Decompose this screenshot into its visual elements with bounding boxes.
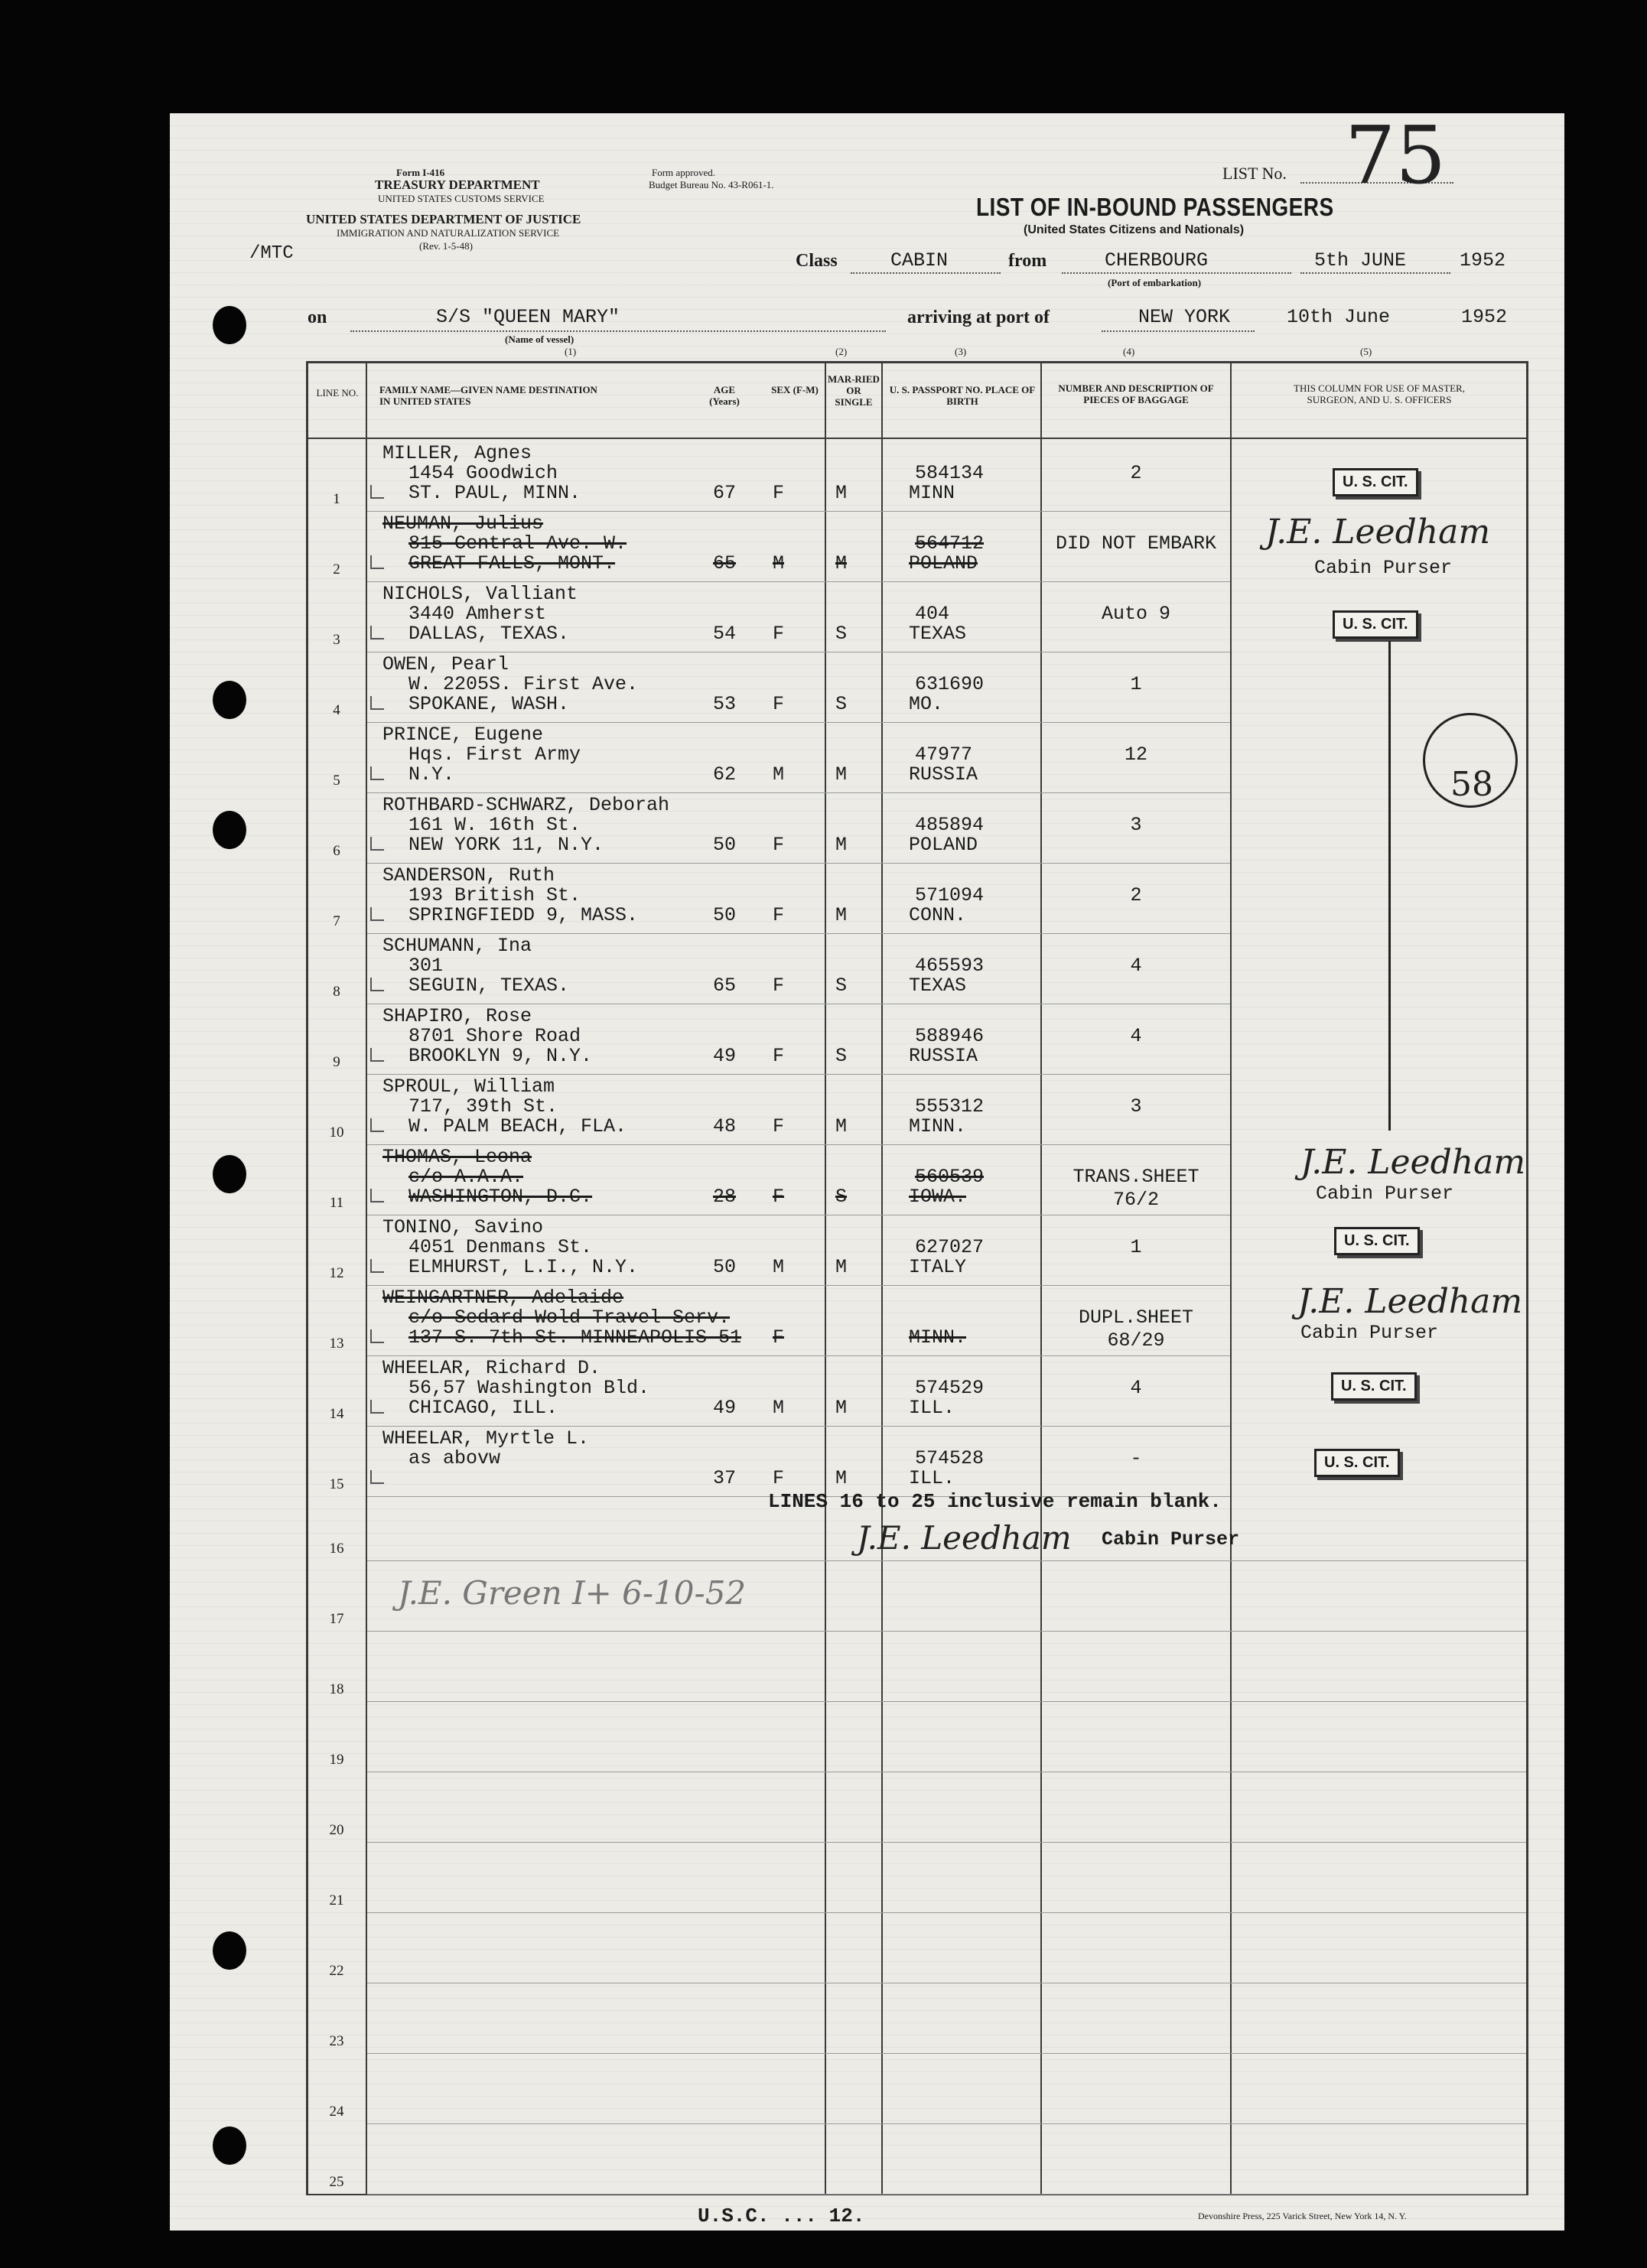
- row-separator: [367, 1631, 1526, 1632]
- line-number: 21: [329, 1892, 344, 1908]
- baggage-count: 4: [1130, 1377, 1142, 1399]
- row-separator: [367, 1560, 1526, 1561]
- passenger-address: 1454 Goodwich: [408, 462, 558, 484]
- baggage-count: 2: [1130, 462, 1142, 484]
- passenger-marital-status: S: [835, 693, 848, 715]
- passenger-sex: F: [773, 834, 785, 856]
- ditto-line: [1388, 641, 1391, 1131]
- passenger-address: 301: [408, 955, 444, 977]
- row-separator: [367, 511, 1230, 512]
- passenger-age: 62: [713, 763, 737, 786]
- passenger-age: 49: [713, 1397, 737, 1419]
- port-embarkation-label: (Port of embarkation): [1108, 277, 1202, 288]
- row-separator: [367, 1701, 1526, 1702]
- passenger-destination: NEW YORK 11, N.Y.: [408, 834, 604, 856]
- arrival-port-line: [1102, 330, 1255, 332]
- row-separator: [367, 792, 1230, 793]
- row-separator: [367, 722, 1230, 723]
- passenger-name: MILLER, Agnes: [382, 442, 532, 464]
- passenger-address: 193 British St.: [408, 884, 581, 906]
- line-number: 12: [329, 1265, 344, 1281]
- passenger-name: SHAPIRO, Rose: [382, 1005, 532, 1027]
- baggage-count: 2: [1130, 884, 1142, 906]
- form-number: Form I-416: [396, 167, 445, 178]
- punch-hole: [213, 1931, 246, 1970]
- arriving-label: arriving at port of: [907, 307, 1050, 327]
- place-of-birth: POLAND: [909, 552, 978, 574]
- passport-number: 584134: [915, 462, 985, 484]
- line-number: 8: [333, 984, 340, 1000]
- punch-hole: [213, 306, 246, 344]
- passenger-age: 50: [713, 904, 737, 926]
- list-number: 75: [1345, 109, 1447, 202]
- passenger-address: 161 W. 16th St.: [408, 814, 581, 836]
- passport-number: 627027: [915, 1236, 985, 1258]
- date-line: [1300, 272, 1450, 274]
- passenger-address: W. 2205S. First Ave.: [408, 673, 639, 695]
- passenger-marital-status: S: [835, 623, 848, 645]
- row-separator: [367, 1285, 1230, 1286]
- header-name: FAMILY NAME—GIVEN NAME DESTINATION IN UNITED STATES: [379, 384, 597, 407]
- on-label: on: [308, 307, 327, 327]
- passenger-destination: SPRINGFIEDD 9, MASS.: [408, 904, 639, 926]
- line-number: 16: [329, 1541, 344, 1557]
- passenger-age: 37: [713, 1467, 737, 1489]
- passenger-name: NEUMAN, Julius: [382, 512, 544, 535]
- class-label: Class: [796, 251, 838, 271]
- passenger-destination: SEGUIN, TEXAS.: [408, 975, 570, 997]
- vessel-label: (Name of vessel): [505, 334, 574, 345]
- dept-treasury: TREASURY DEPARTMENT: [375, 177, 540, 192]
- purser-title: Cabin Purser: [1316, 1183, 1454, 1205]
- list-no-label: LIST No.: [1222, 164, 1287, 183]
- place-of-birth: MINN.: [909, 1326, 967, 1349]
- passenger-address: as abovw: [408, 1447, 501, 1469]
- passenger-name: SANDERSON, Ruth: [382, 864, 555, 887]
- col-num-5: (5): [1360, 346, 1372, 357]
- blank-lines-note: LINES 16 to 25 inclusive remain blank.: [768, 1490, 1222, 1513]
- return-mark: [370, 1329, 384, 1343]
- us-cit-stamp: U. S. CIT.: [1333, 468, 1418, 496]
- baggage-count: DUPL.SHEET 68/29: [1078, 1306, 1194, 1352]
- passenger-address: c/o A.A.A.: [408, 1166, 524, 1188]
- passenger-marital-status: M: [835, 1467, 848, 1489]
- return-mark: [370, 1400, 384, 1414]
- passport-number: 574529: [915, 1377, 985, 1399]
- row-separator: [367, 2053, 1526, 2054]
- header-passport: U. S. PASSPORT NO. PLACE OF BIRTH: [889, 384, 1036, 407]
- line-number: 14: [329, 1406, 344, 1422]
- row-separator: [367, 1144, 1230, 1145]
- passenger-sex: F: [773, 1045, 785, 1067]
- place-of-birth: ITALY: [909, 1256, 967, 1278]
- passport-number: 485894: [915, 814, 985, 836]
- footer-code: U.S.C. ... 12.: [698, 2205, 865, 2227]
- col-num-4: (4): [1123, 346, 1135, 357]
- place-of-birth: MINN: [909, 482, 955, 504]
- passenger-age: 65: [713, 975, 737, 997]
- passenger-marital-status: M: [835, 552, 848, 574]
- line-number: 24: [329, 2104, 344, 2120]
- header-officers: THIS COLUMN FOR USE OF MASTER, SURGEON, AND U. S. OFFICERS: [1294, 382, 1465, 405]
- passenger-address: 815 Central Ave. W.: [408, 532, 627, 555]
- return-mark: [370, 1118, 384, 1132]
- place-of-birth: POLAND: [909, 834, 978, 856]
- passport-number: 465593: [915, 955, 985, 977]
- passenger-marital-status: S: [835, 1045, 848, 1067]
- line-number: 6: [333, 843, 340, 859]
- passport-number: 574528: [915, 1447, 985, 1469]
- row-separator: [367, 1842, 1526, 1843]
- passenger-age: 54: [713, 623, 737, 645]
- arrival-year: 1952: [1461, 306, 1508, 328]
- line-number: 3: [333, 632, 340, 648]
- revision: (Rev. 1-5-48): [419, 240, 473, 252]
- passenger-sex: F: [773, 693, 785, 715]
- return-mark: [370, 1189, 384, 1202]
- passenger-sex: M: [773, 1397, 785, 1419]
- line-number: 22: [329, 1963, 344, 1979]
- passenger-destination: CHICAGO, ILL.: [408, 1397, 558, 1419]
- passenger-sex: F: [773, 1326, 785, 1349]
- passenger-destination: WASHINGTON, D.C.: [408, 1186, 593, 1208]
- passenger-sex: M: [773, 1256, 785, 1278]
- passenger-address: 4051 Denmans St.: [408, 1236, 593, 1258]
- passenger-name: NICHOLS, Valliant: [382, 583, 578, 605]
- passenger-sex: F: [773, 1186, 785, 1208]
- purser-signature: J.E. Leedham: [1300, 1143, 1526, 1182]
- departure-year: 1952: [1460, 249, 1506, 272]
- passport-number: 588946: [915, 1025, 985, 1047]
- baggage-count: Auto 9: [1101, 603, 1170, 625]
- return-mark: [370, 1470, 384, 1484]
- vessel-line: [350, 330, 886, 332]
- passenger-address: 717, 39th St.: [408, 1095, 558, 1118]
- baggage-count: 12: [1124, 744, 1147, 766]
- passenger-marital-status: M: [835, 763, 848, 786]
- passenger-marital-status: M: [835, 482, 848, 504]
- baggage-count: DID NOT EMBARK: [1055, 532, 1217, 555]
- place-of-birth: ILL.: [909, 1397, 955, 1419]
- passenger-name: OWEN, Pearl: [382, 653, 509, 675]
- passenger-address: 56,57 Washington Bld.: [408, 1377, 650, 1399]
- row-separator: [367, 581, 1230, 582]
- passport-number: 571094: [915, 884, 985, 906]
- us-cit-stamp: U. S. CIT.: [1333, 610, 1418, 639]
- passenger-age: 50: [713, 834, 737, 856]
- baggage-count: 1: [1130, 1236, 1142, 1258]
- col-num-2: (2): [835, 346, 848, 357]
- row-separator: [367, 933, 1230, 934]
- punch-hole: [213, 811, 246, 849]
- line-number: 18: [329, 1681, 344, 1697]
- code-mark: /MTC: [249, 243, 294, 264]
- passenger-name: SCHUMANN, Ina: [382, 935, 532, 957]
- customs-service: UNITED STATES CUSTOMS SERVICE: [378, 193, 545, 204]
- form-approved: Form approved.: [652, 167, 716, 178]
- passenger-marital-status: M: [835, 904, 848, 926]
- line-number: 23: [329, 2033, 344, 2049]
- passport-number: 47977: [915, 744, 973, 766]
- baggage-count: 1: [1130, 673, 1142, 695]
- passenger-destination: 137 S. 7th St. MINNEAPOLIS 51: [408, 1326, 742, 1349]
- passenger-address: 3440 Amherst: [408, 603, 547, 625]
- row-separator: [367, 1912, 1526, 1913]
- passenger-sex: F: [773, 975, 785, 997]
- class-line: [851, 272, 1001, 274]
- baggage-count: 4: [1130, 955, 1142, 977]
- passenger-marital-status: M: [835, 1115, 848, 1137]
- passenger-marital-status: M: [835, 834, 848, 856]
- line-number: 13: [329, 1336, 344, 1352]
- departure-date: 5th JUNE: [1314, 249, 1407, 272]
- baggage-count: 3: [1130, 814, 1142, 836]
- passenger-destination: ELMHURST, L.I., N.Y.: [408, 1256, 639, 1278]
- arrival-date: 10th June: [1287, 306, 1391, 328]
- arrival-port: NEW YORK: [1138, 306, 1231, 328]
- line-number: 5: [333, 773, 340, 789]
- passenger-marital-status: M: [835, 1256, 848, 1278]
- return-mark: [370, 837, 384, 851]
- return-mark: [370, 626, 384, 639]
- baggage-count: -: [1130, 1447, 1142, 1469]
- passenger-name: SPROUL, William: [382, 1075, 555, 1098]
- line-number: 9: [333, 1054, 340, 1070]
- col-num-3: (3): [955, 346, 967, 357]
- passenger-age: 53: [713, 693, 737, 715]
- passport-number: 564712: [915, 532, 985, 555]
- passenger-age: 50: [713, 1256, 737, 1278]
- line-number: 25: [329, 2174, 344, 2190]
- place-of-birth: MINN.: [909, 1115, 967, 1137]
- line-number: 4: [333, 702, 340, 718]
- line-number: 7: [333, 913, 340, 929]
- passenger-age: 48: [713, 1115, 737, 1137]
- punch-hole: [213, 1155, 246, 1193]
- row-separator: [367, 2194, 1526, 2195]
- place-of-birth: RUSSIA: [909, 1045, 978, 1067]
- passenger-marital-status: M: [835, 1397, 848, 1419]
- circle-number: 58: [1450, 765, 1493, 804]
- row-separator: [367, 2123, 1526, 2124]
- from-label: from: [1008, 251, 1047, 271]
- purser-title: Cabin Purser: [1314, 557, 1453, 579]
- place-of-birth: TEXAS: [909, 975, 967, 997]
- row-separator: [367, 1426, 1230, 1427]
- passenger-destination: W. PALM BEACH, FLA.: [408, 1115, 627, 1137]
- return-mark: [370, 555, 384, 569]
- budget-bureau: Budget Bureau No. 43-R061-1.: [649, 179, 774, 190]
- passenger-sex: M: [773, 552, 785, 574]
- passenger-destination: DALLAS, TEXAS.: [408, 623, 570, 645]
- passenger-sex: F: [773, 1467, 785, 1489]
- passenger-sex: F: [773, 623, 785, 645]
- dept-justice: UNITED STATES DEPARTMENT OF JUSTICE: [306, 212, 581, 226]
- passenger-name: TONINO, Savino: [382, 1216, 544, 1238]
- place-of-birth: IOWA.: [909, 1186, 967, 1208]
- passenger-age: 49: [713, 1045, 737, 1067]
- passenger-address: Hqs. First Army: [408, 744, 581, 766]
- passenger-name: WHEELAR, Richard D.: [382, 1357, 601, 1379]
- purser-title: Cabin Purser: [1300, 1322, 1439, 1344]
- line-number: 19: [329, 1752, 344, 1768]
- line-number: 20: [329, 1822, 344, 1838]
- passenger-age: 28: [713, 1186, 737, 1208]
- officer-handwritten-note: J.E. Green I+ 6-10-52: [398, 1574, 747, 1612]
- return-mark: [370, 485, 384, 499]
- place-of-birth: CONN.: [909, 904, 967, 926]
- place-of-birth: MO.: [909, 693, 944, 715]
- header-line-no: LINE NO.: [316, 387, 359, 399]
- place-of-birth: TEXAS: [909, 623, 967, 645]
- line-number: 10: [329, 1124, 344, 1141]
- purser-signature: J.E. Leedham: [1297, 1282, 1523, 1321]
- line-number: 15: [329, 1476, 344, 1492]
- place-of-birth: RUSSIA: [909, 763, 978, 786]
- line-number: 1: [333, 491, 340, 507]
- line-number: 17: [329, 1611, 344, 1627]
- passenger-address: 8701 Shore Road: [408, 1025, 581, 1047]
- us-cit-stamp: U. S. CIT.: [1331, 1372, 1417, 1401]
- line-number: 2: [333, 561, 340, 578]
- passport-number: 555312: [915, 1095, 985, 1118]
- row-separator: [367, 863, 1230, 864]
- place-of-birth: ILL.: [909, 1467, 955, 1489]
- passport-number: 631690: [915, 673, 985, 695]
- passenger-name: WHEELAR, Myrtle L.: [382, 1427, 590, 1450]
- class-value: CABIN: [890, 249, 949, 272]
- return-mark: [370, 766, 384, 780]
- passport-number: 404: [915, 603, 950, 625]
- passenger-name: ROTHBARD-SCHWARZ, Deborah: [382, 794, 670, 816]
- passenger-sex: F: [773, 904, 785, 926]
- header-sex: SEX (F-M): [771, 384, 819, 395]
- return-mark: [370, 696, 384, 710]
- passenger-sex: M: [773, 763, 785, 786]
- baggage-count: 4: [1130, 1025, 1142, 1047]
- passenger-destination: GREAT FALLS, MONT.: [408, 552, 616, 574]
- passenger-destination: ST. PAUL, MINN.: [408, 482, 581, 504]
- passenger-name: PRINCE, Eugene: [382, 724, 544, 746]
- punch-hole: [213, 2126, 246, 2165]
- printer-imprint: Devonshire Press, 225 Varick Street, New York 14, N. Y.: [1198, 2211, 1407, 2221]
- passport-number: 560539: [915, 1166, 985, 1188]
- col-num-1: (1): [565, 346, 577, 357]
- header-baggage: NUMBER AND DESCRIPTION OF PIECES OF BAGGAGE: [1058, 382, 1214, 405]
- from-line: [1062, 272, 1291, 274]
- punch-hole: [213, 681, 246, 719]
- from-value: CHERBOURG: [1105, 249, 1209, 272]
- passenger-destination: SPOKANE, WASH.: [408, 693, 570, 715]
- passenger-address: c/o Sedard Wold Travel Serv.: [408, 1306, 731, 1329]
- row-separator: [367, 1355, 1230, 1356]
- passenger-name: WEINGARTNER, Adelaide: [382, 1287, 624, 1309]
- passenger-sex: F: [773, 1115, 785, 1137]
- passenger-age: 67: [713, 482, 737, 504]
- row-separator: [367, 1074, 1230, 1075]
- header-age: AGE (Years): [709, 384, 740, 407]
- passenger-sex: F: [773, 482, 785, 504]
- form-subtitle: (United States Citizens and Nationals): [1024, 223, 1245, 236]
- return-mark: [370, 907, 384, 921]
- us-cit-stamp: U. S. CIT.: [1334, 1227, 1420, 1255]
- line-number: 11: [329, 1195, 344, 1211]
- passenger-age: 65: [713, 552, 737, 574]
- baggage-count: TRANS.SHEET 76/2: [1073, 1166, 1199, 1211]
- passenger-marital-status: S: [835, 975, 848, 997]
- purser-title: Cabin Purser: [1102, 1528, 1240, 1551]
- return-mark: [370, 978, 384, 991]
- purser-signature: J.E. Leedham: [1265, 512, 1491, 552]
- return-mark: [370, 1048, 384, 1062]
- ins-service: IMMIGRATION AND NATURALIZATION SERVICE: [337, 227, 560, 239]
- header-married: MAR-RIED OR SINGLE: [828, 373, 880, 408]
- passenger-destination: N.Y.: [408, 763, 455, 786]
- form-title: LIST OF IN-BOUND PASSENGERS: [976, 193, 1334, 221]
- return-mark: [370, 1259, 384, 1273]
- purser-signature: J.E. Leedham: [857, 1519, 1072, 1557]
- us-cit-stamp: U. S. CIT.: [1314, 1449, 1400, 1477]
- vessel-name: S/S "QUEEN MARY": [436, 306, 620, 328]
- baggage-count: 3: [1130, 1095, 1142, 1118]
- passenger-destination: BROOKLYN 9, N.Y.: [408, 1045, 593, 1067]
- passenger-name: THOMAS, Leona: [382, 1146, 532, 1168]
- passenger-marital-status: S: [835, 1186, 848, 1208]
